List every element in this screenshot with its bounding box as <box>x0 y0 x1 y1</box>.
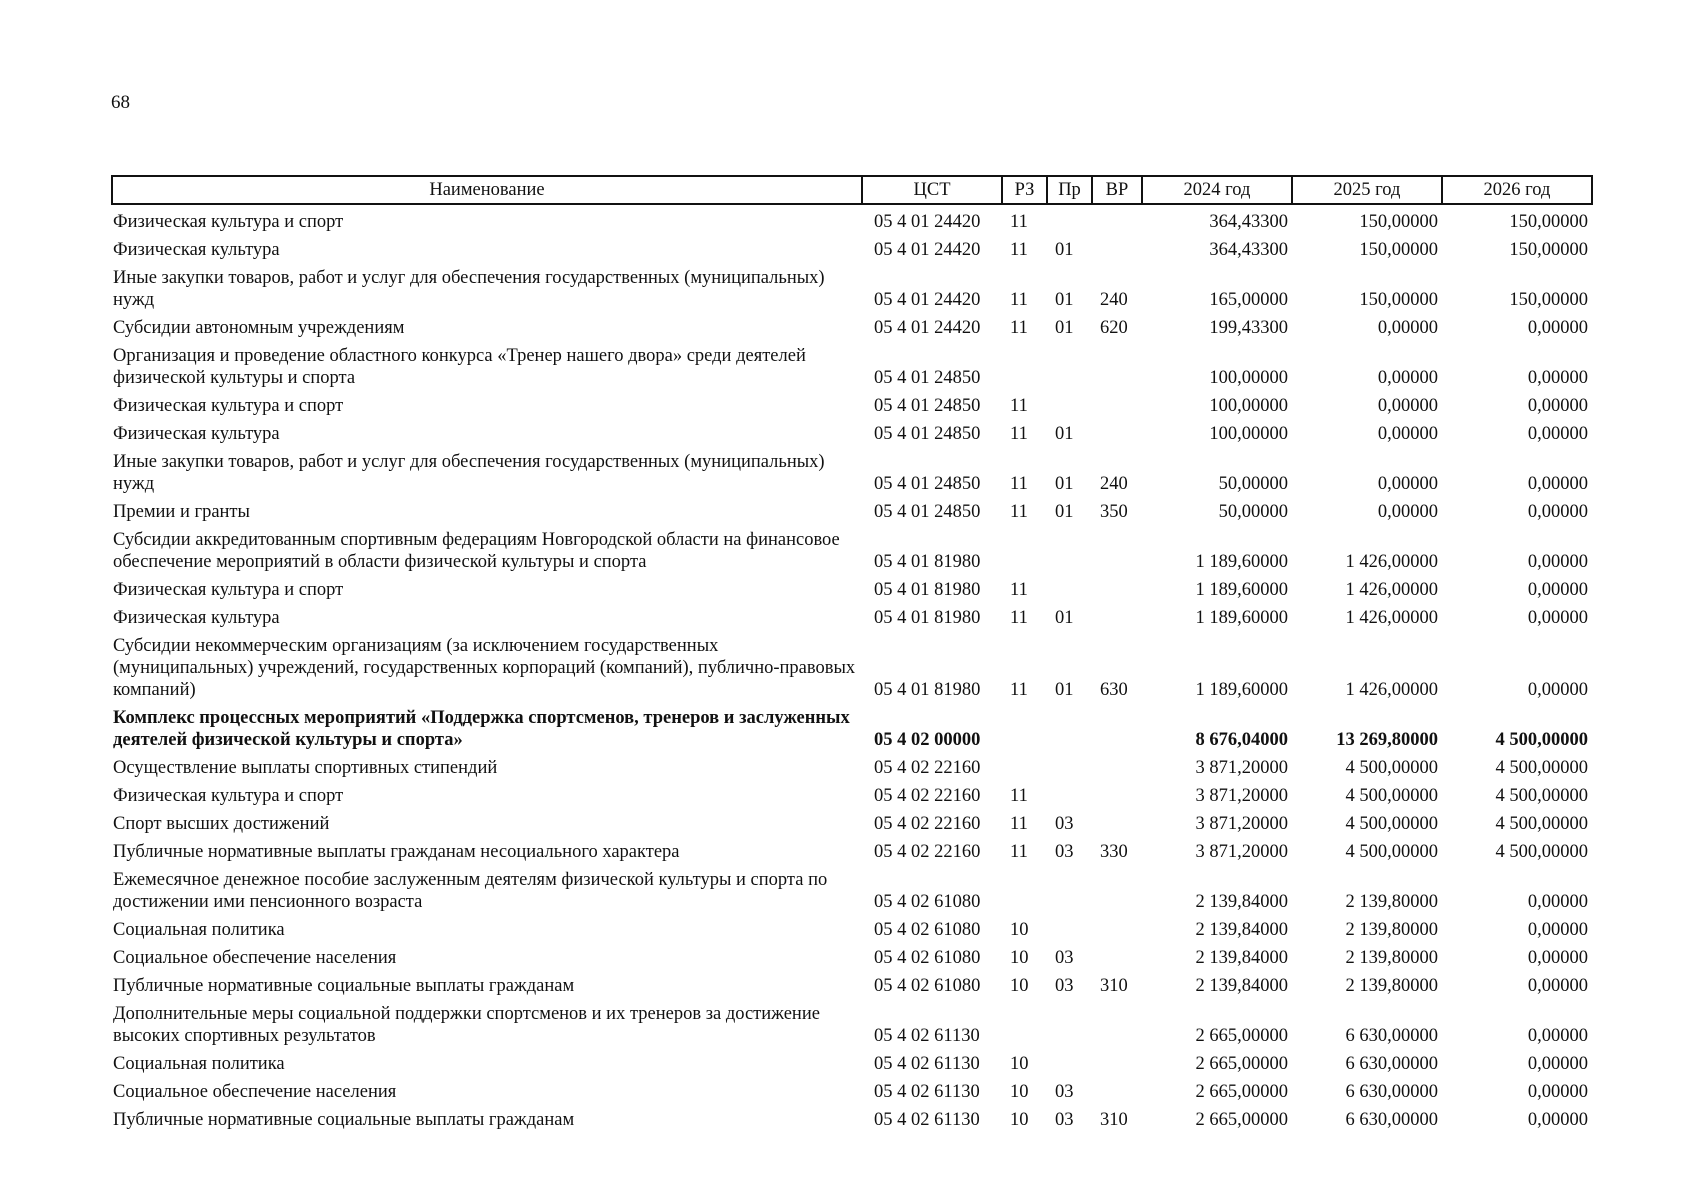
cell-cst: 05 4 02 61130 <box>874 1082 980 1102</box>
table-row <box>112 944 1592 972</box>
cell-2024: 364,43300 <box>1209 212 1288 232</box>
cell-vr <box>1092 866 1142 916</box>
cell-2024: 2 665,00000 <box>1195 1054 1288 1074</box>
cell-2026: 0,00000 <box>1527 474 1588 494</box>
table-row <box>112 264 1592 314</box>
cell-2025: 2 139,80000 <box>1345 920 1438 940</box>
table-row <box>112 754 1592 782</box>
header-vr: ВР <box>1092 176 1142 204</box>
cell-cst: 05 4 01 81980 <box>874 608 981 628</box>
cell-vr <box>1092 576 1142 604</box>
cell-cst: 05 4 01 24420 <box>874 212 981 232</box>
header-pr: Пр <box>1047 176 1092 204</box>
cell-name: Физическая культура <box>113 424 280 444</box>
header-2026: 2026 год <box>1442 176 1592 204</box>
table-row <box>112 838 1592 866</box>
cell-vr: 310 <box>1100 1110 1128 1130</box>
cell-name: Социальное обеспечение населения <box>113 948 397 968</box>
cell-rz: 11 <box>1010 318 1028 338</box>
cell-2026: 4 500,00000 <box>1495 758 1588 778</box>
cell-2024: 2 665,00000 <box>1195 1110 1288 1130</box>
cell-name: Физическая культура и спорт <box>113 212 344 232</box>
cell-2026: 4 500,00000 <box>1495 814 1588 834</box>
cell-2026: 0,00000 <box>1527 1026 1588 1046</box>
cell-name: Субсидии аккредитованным спортивным федерациям Новгородской области на финансовое обеспечение мероприятий в области физической культуры и спорта <box>113 530 840 572</box>
cell-cst: 05 4 01 24420 <box>874 290 981 310</box>
cell-2024: 100,00000 <box>1209 424 1288 444</box>
cell-vr <box>1092 782 1142 810</box>
cell-rz: 11 <box>1010 502 1028 522</box>
cell-2024: 2 139,84000 <box>1195 920 1288 940</box>
cell-pr: 03 <box>1055 976 1074 996</box>
cell-cst: 05 4 02 61130 <box>874 1054 980 1074</box>
cell-vr <box>1092 704 1142 754</box>
cell-vr <box>1092 1050 1142 1078</box>
table-row <box>112 204 1592 236</box>
cell-2026: 0,00000 <box>1527 1054 1588 1074</box>
cell-2024: 165,00000 <box>1209 290 1288 310</box>
cell-pr <box>1047 342 1092 392</box>
cell-vr: 240 <box>1100 474 1128 494</box>
table-row <box>112 604 1592 632</box>
cell-pr <box>1047 866 1092 916</box>
cell-cst: 05 4 02 22160 <box>874 758 981 778</box>
cell-cst: 05 4 01 24420 <box>874 240 981 260</box>
cell-name: Физическая культура <box>113 240 280 260</box>
cell-vr <box>1092 392 1142 420</box>
cell-pr: 03 <box>1055 1082 1074 1102</box>
table-row <box>112 782 1592 810</box>
cell-2025: 4 500,00000 <box>1345 758 1438 778</box>
cell-2025: 0,00000 <box>1377 318 1438 338</box>
cell-2024: 2 665,00000 <box>1195 1026 1288 1046</box>
cell-2026: 4 500,00000 <box>1495 730 1588 750</box>
cell-cst: 05 4 01 24850 <box>874 368 981 388</box>
cell-vr <box>1092 420 1142 448</box>
cell-rz: 11 <box>1010 396 1028 416</box>
cell-pr <box>1047 782 1092 810</box>
cell-pr: 01 <box>1055 290 1074 310</box>
cell-rz: 11 <box>1010 240 1028 260</box>
cell-2026: 0,00000 <box>1527 424 1588 444</box>
cell-2024: 2 139,84000 <box>1195 892 1288 912</box>
table-row <box>112 314 1592 342</box>
cell-cst: 05 4 02 00000 <box>874 730 981 750</box>
cell-rz <box>1002 526 1047 576</box>
cell-cst: 05 4 01 81980 <box>874 552 981 572</box>
table-row <box>112 498 1592 526</box>
cell-name: Социальная политика <box>113 920 285 940</box>
header-name: Наименование <box>112 176 862 204</box>
cell-2025: 13 269,80000 <box>1336 730 1438 750</box>
cell-2026: 0,00000 <box>1527 1110 1588 1130</box>
cell-2025: 0,00000 <box>1377 368 1438 388</box>
cell-pr: 03 <box>1055 948 1074 968</box>
cell-cst: 05 4 02 61130 <box>874 1026 980 1046</box>
cell-2025: 0,00000 <box>1377 424 1438 444</box>
cell-pr: 01 <box>1055 240 1074 260</box>
cell-pr: 03 <box>1055 814 1074 834</box>
cell-rz: 11 <box>1010 580 1028 600</box>
header-2024: 2024 год <box>1142 176 1292 204</box>
cell-pr <box>1047 1000 1092 1050</box>
cell-2024: 2 139,84000 <box>1195 948 1288 968</box>
cell-pr: 01 <box>1055 474 1074 494</box>
cell-rz: 11 <box>1010 608 1028 628</box>
cell-2024: 3 871,20000 <box>1195 758 1288 778</box>
cell-pr: 01 <box>1055 502 1074 522</box>
cell-vr <box>1092 754 1142 782</box>
cell-2025: 1 426,00000 <box>1345 680 1438 700</box>
cell-rz: 11 <box>1010 814 1028 834</box>
cell-cst: 05 4 01 24420 <box>874 318 981 338</box>
cell-2024: 3 871,20000 <box>1195 842 1288 862</box>
table-body <box>112 204 1592 1134</box>
table-row <box>112 632 1592 704</box>
cell-2024: 1 189,60000 <box>1195 580 1288 600</box>
cell-2024: 364,43300 <box>1209 240 1288 260</box>
cell-vr: 330 <box>1100 842 1128 862</box>
cell-2026: 0,00000 <box>1527 368 1588 388</box>
cell-pr: 01 <box>1055 608 1074 628</box>
cell-2025: 1 426,00000 <box>1345 580 1438 600</box>
cell-2024: 100,00000 <box>1209 368 1288 388</box>
cell-2025: 2 139,80000 <box>1345 976 1438 996</box>
cell-vr <box>1092 236 1142 264</box>
cell-vr <box>1092 1000 1142 1050</box>
table-row <box>112 972 1592 1000</box>
cell-rz: 10 <box>1010 1054 1029 1074</box>
cell-2024: 199,43300 <box>1209 318 1288 338</box>
cell-2026: 150,00000 <box>1509 212 1588 232</box>
cell-2026: 0,00000 <box>1527 552 1588 572</box>
cell-name: Субсидии некоммерческим организациям (за исключением государственных (муниципальных) учреждений, государственных корпораций (компаний), публично-правовых компаний) <box>113 636 856 700</box>
cell-cst: 05 4 02 61130 <box>874 1110 980 1130</box>
cell-2026: 0,00000 <box>1527 318 1588 338</box>
cell-rz: 11 <box>1010 290 1028 310</box>
cell-pr <box>1047 204 1092 236</box>
cell-rz: 11 <box>1010 424 1028 444</box>
cell-2024: 50,00000 <box>1218 502 1288 522</box>
cell-rz <box>1002 866 1047 916</box>
cell-name: Комплекс процессных мероприятий «Поддержка спортсменов, тренеров и заслуженных деятелей физической культуры и спорта» <box>113 708 850 750</box>
cell-vr <box>1092 204 1142 236</box>
cell-name: Публичные нормативные социальные выплаты гражданам <box>113 976 575 996</box>
cell-2025: 150,00000 <box>1359 240 1438 260</box>
cell-2024: 1 189,60000 <box>1195 552 1288 572</box>
cell-cst: 05 4 01 81980 <box>874 680 981 700</box>
cell-name: Публичные нормативные социальные выплаты гражданам <box>113 1110 575 1130</box>
table-row <box>112 1000 1592 1050</box>
cell-cst: 05 4 02 61080 <box>874 976 981 996</box>
cell-2024: 1 189,60000 <box>1195 608 1288 628</box>
header-cst: ЦСТ <box>862 176 1002 204</box>
cell-2025: 6 630,00000 <box>1345 1082 1438 1102</box>
cell-2026: 0,00000 <box>1527 920 1588 940</box>
cell-pr: 03 <box>1055 842 1074 862</box>
cell-name: Публичные нормативные выплаты гражданам несоциального характера <box>113 842 680 862</box>
cell-name: Дополнительные меры социальной поддержки спортсменов и их тренеров за достижение высоких спортивных результатов <box>113 1004 820 1046</box>
cell-rz <box>1002 342 1047 392</box>
cell-vr <box>1092 526 1142 576</box>
cell-pr <box>1047 526 1092 576</box>
cell-2026: 4 500,00000 <box>1495 842 1588 862</box>
page-number: 68 <box>111 92 130 113</box>
cell-vr: 310 <box>1100 976 1128 996</box>
cell-vr: 630 <box>1100 680 1128 700</box>
cell-2026: 0,00000 <box>1527 1082 1588 1102</box>
cell-pr: 01 <box>1055 424 1074 444</box>
cell-2025: 4 500,00000 <box>1345 814 1438 834</box>
cell-vr: 620 <box>1100 318 1128 338</box>
cell-pr <box>1047 754 1092 782</box>
cell-cst: 05 4 02 61080 <box>874 892 981 912</box>
cell-2026: 0,00000 <box>1527 608 1588 628</box>
cell-rz <box>1002 704 1047 754</box>
cell-2026: 0,00000 <box>1527 680 1588 700</box>
cell-2024: 3 871,20000 <box>1195 814 1288 834</box>
cell-rz: 11 <box>1010 786 1028 806</box>
cell-cst: 05 4 01 24850 <box>874 474 981 494</box>
cell-name: Физическая культура и спорт <box>113 580 344 600</box>
cell-2025: 6 630,00000 <box>1345 1110 1438 1130</box>
cell-2025: 2 139,80000 <box>1345 948 1438 968</box>
cell-vr <box>1092 342 1142 392</box>
cell-pr <box>1047 1050 1092 1078</box>
cell-name: Физическая культура <box>113 608 280 628</box>
table-header-row <box>112 176 1592 204</box>
table-row <box>112 866 1592 916</box>
cell-cst: 05 4 02 22160 <box>874 842 981 862</box>
table-row <box>112 526 1592 576</box>
cell-name: Субсидии автономным учреждениям <box>113 318 405 338</box>
cell-name: Премии и гранты <box>113 502 250 522</box>
table-row <box>112 916 1592 944</box>
cell-cst: 05 4 01 24850 <box>874 502 981 522</box>
table-row <box>112 810 1592 838</box>
header-rz: РЗ <box>1002 176 1047 204</box>
cell-cst: 05 4 02 22160 <box>874 786 981 806</box>
cell-2026: 0,00000 <box>1527 502 1588 522</box>
table-row <box>112 576 1592 604</box>
cell-rz: 10 <box>1010 920 1029 940</box>
cell-2024: 8 676,04000 <box>1195 730 1288 750</box>
cell-2026: 150,00000 <box>1509 290 1588 310</box>
cell-name: Социальная политика <box>113 1054 285 1074</box>
cell-vr <box>1092 916 1142 944</box>
cell-pr <box>1047 916 1092 944</box>
cell-2025: 1 426,00000 <box>1345 608 1438 628</box>
header-2025: 2025 год <box>1292 176 1442 204</box>
table-row <box>112 1050 1592 1078</box>
cell-2026: 0,00000 <box>1527 892 1588 912</box>
table-row <box>112 704 1592 754</box>
cell-pr <box>1047 576 1092 604</box>
cell-name: Физическая культура и спорт <box>113 786 344 806</box>
table-row <box>112 392 1592 420</box>
table-row <box>112 1106 1592 1134</box>
cell-name: Физическая культура и спорт <box>113 396 344 416</box>
cell-pr: 03 <box>1055 1110 1074 1130</box>
cell-rz: 11 <box>1010 474 1028 494</box>
cell-vr: 240 <box>1100 290 1128 310</box>
cell-cst: 05 4 01 81980 <box>874 580 981 600</box>
cell-2026: 0,00000 <box>1527 948 1588 968</box>
cell-vr <box>1092 944 1142 972</box>
table-row <box>112 420 1592 448</box>
cell-pr <box>1047 392 1092 420</box>
cell-2025: 150,00000 <box>1359 212 1438 232</box>
cell-2024: 2 139,84000 <box>1195 976 1288 996</box>
cell-cst: 05 4 02 61080 <box>874 920 981 940</box>
cell-name: Организация и проведение областного конкурса «Тренер нашего двора» среди деятелей физической культуры и спорта <box>113 346 806 388</box>
cell-vr <box>1092 604 1142 632</box>
cell-name: Осуществление выплаты спортивных стипендий <box>113 758 498 778</box>
cell-2026: 0,00000 <box>1527 396 1588 416</box>
cell-2025: 0,00000 <box>1377 396 1438 416</box>
cell-2026: 0,00000 <box>1527 580 1588 600</box>
cell-2025: 1 426,00000 <box>1345 552 1438 572</box>
cell-2025: 6 630,00000 <box>1345 1026 1438 1046</box>
cell-rz: 11 <box>1010 842 1028 862</box>
cell-2026: 150,00000 <box>1509 240 1588 260</box>
cell-name: Иные закупки товаров, работ и услуг для обеспечения государственных (муниципальных) нужд <box>113 452 825 494</box>
cell-rz: 11 <box>1010 680 1028 700</box>
cell-2026: 0,00000 <box>1527 976 1588 996</box>
cell-pr: 01 <box>1055 318 1074 338</box>
cell-2024: 50,00000 <box>1218 474 1288 494</box>
cell-2025: 0,00000 <box>1377 474 1438 494</box>
cell-rz: 10 <box>1010 1082 1029 1102</box>
cell-vr: 350 <box>1100 502 1128 522</box>
cell-vr <box>1092 1078 1142 1106</box>
cell-2024: 100,00000 <box>1209 396 1288 416</box>
cell-2025: 4 500,00000 <box>1345 842 1438 862</box>
cell-vr <box>1092 810 1142 838</box>
cell-pr <box>1047 704 1092 754</box>
cell-2025: 150,00000 <box>1359 290 1438 310</box>
cell-2024: 1 189,60000 <box>1195 680 1288 700</box>
table-row <box>112 1078 1592 1106</box>
cell-2025: 2 139,80000 <box>1345 892 1438 912</box>
cell-rz: 10 <box>1010 948 1029 968</box>
cell-2025: 0,00000 <box>1377 502 1438 522</box>
cell-2025: 4 500,00000 <box>1345 786 1438 806</box>
table-row <box>112 342 1592 392</box>
budget-table <box>111 175 1593 1134</box>
cell-2026: 4 500,00000 <box>1495 786 1588 806</box>
cell-rz <box>1002 1000 1047 1050</box>
cell-cst: 05 4 01 24850 <box>874 396 981 416</box>
table-row <box>112 236 1592 264</box>
cell-rz: 11 <box>1010 212 1028 232</box>
cell-rz: 10 <box>1010 1110 1029 1130</box>
cell-rz <box>1002 754 1047 782</box>
cell-name: Ежемесячное денежное пособие заслуженным деятелям физической культуры и спорта по достижении ими пенсионного возраста <box>113 870 828 912</box>
cell-rz: 10 <box>1010 976 1029 996</box>
cell-2024: 2 665,00000 <box>1195 1082 1288 1102</box>
table-row <box>112 448 1592 498</box>
cell-name: Иные закупки товаров, работ и услуг для обеспечения государственных (муниципальных) нужд <box>113 268 825 310</box>
cell-cst: 05 4 02 22160 <box>874 814 981 834</box>
cell-name: Социальное обеспечение населения <box>113 1082 397 1102</box>
cell-2025: 6 630,00000 <box>1345 1054 1438 1074</box>
cell-cst: 05 4 01 24850 <box>874 424 981 444</box>
cell-pr: 01 <box>1055 680 1074 700</box>
cell-name: Спорт высших достижений <box>113 814 330 834</box>
cell-2024: 3 871,20000 <box>1195 786 1288 806</box>
cell-cst: 05 4 02 61080 <box>874 948 981 968</box>
